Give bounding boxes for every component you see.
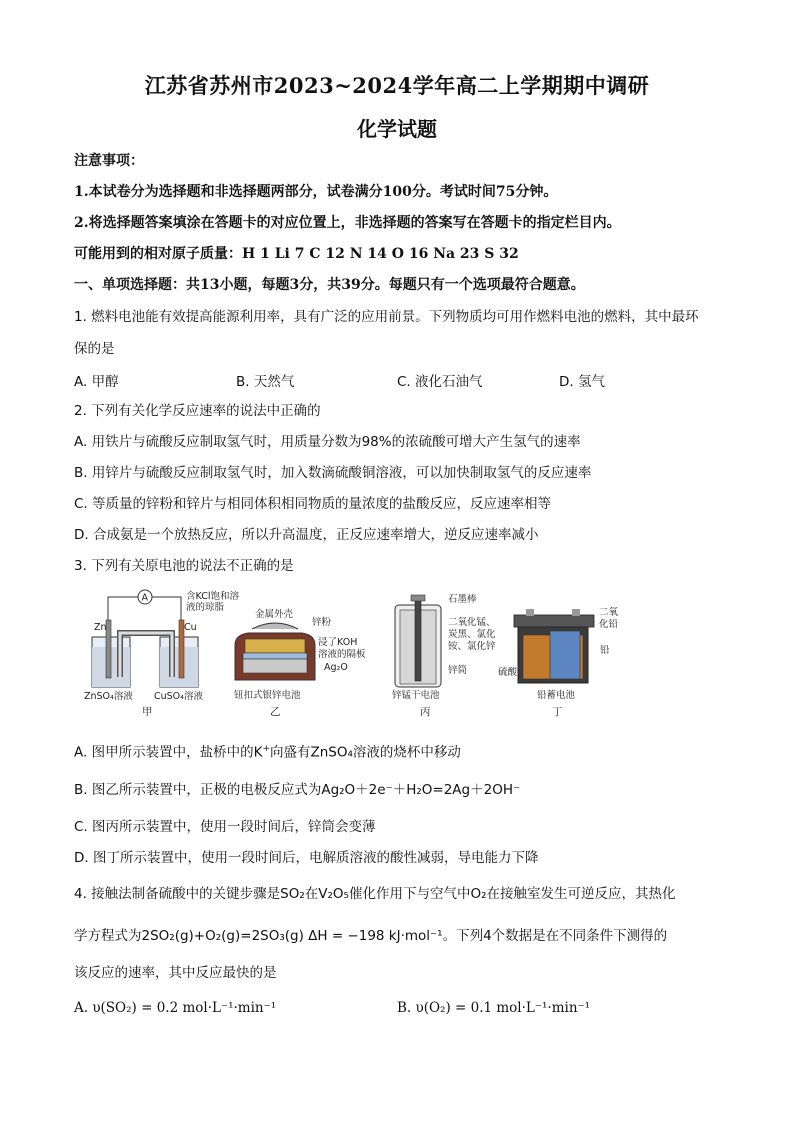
dry-cell-name: 锌锰干电池 bbox=[392, 690, 440, 701]
notice-heading: 注意事项： bbox=[74, 153, 144, 169]
section-1-heading: 一、单项选择题：共13小题，每题3分，共39分。每题只有一个选项最符合题意。 bbox=[74, 277, 585, 293]
pb-label: 铅 bbox=[600, 645, 610, 656]
q3-figure bbox=[80, 585, 640, 720]
zinc-can-label: 锌筒 bbox=[448, 665, 468, 676]
q1-stem-line-2: 保的是 bbox=[74, 341, 115, 357]
q3-option-a-post: 向盛有ZnSO₄溶液的烧杯中移动 bbox=[269, 744, 461, 761]
caption-yi: 乙 bbox=[270, 706, 281, 718]
q3-option-d: D. 图丁所示装置中，使用一段时间后，电解质溶液的酸性减弱，导电能力下降 bbox=[74, 850, 539, 866]
q2-option-b: B. 用锌片与硫酸反应制取氢气时，加入数滴硫酸铜溶液，可以加快制取氢气的反应速率 bbox=[74, 465, 592, 481]
cuso4-label: CuSO₄溶液 bbox=[154, 691, 203, 702]
ammeter-label: A bbox=[141, 592, 148, 604]
q4-option-b: B. υ(O₂) = 0.1 mol·L⁻¹·min⁻¹ bbox=[397, 1000, 591, 1016]
q4-stem-line-2: 学方程式为2SO₂(g)+O₂(g)=2SO₃(g) ΔH = −198 kJ·mol⁻¹。下列4个数据是在不同条件下测得的 bbox=[74, 928, 668, 944]
q1-option-c: C. 液化石油气 bbox=[397, 374, 483, 390]
zinc-powder-label: 锌粉 bbox=[312, 617, 332, 628]
q1-option-d: D. 氢气 bbox=[559, 374, 605, 390]
ag2o-label: Ag₂O bbox=[324, 662, 348, 673]
paste-label-2: 炭黑、氯化 bbox=[448, 629, 496, 640]
cell-ding bbox=[498, 606, 619, 718]
paste-label-1: 二氧化锰、 bbox=[448, 617, 496, 628]
znso4-label: ZnSO₄溶液 bbox=[84, 691, 133, 702]
button-cell-name: 钮扣式银锌电池 bbox=[234, 690, 301, 701]
q1-option-b: B. 天然气 bbox=[236, 374, 295, 390]
atomic-masses: 可能用到的相对原子质量：H 1 Li 7 C 12 N 14 O 16 Na 23 S 32 bbox=[74, 246, 519, 262]
cell-yi bbox=[234, 608, 366, 718]
q2-option-d: D. 合成氨是一个放热反应，所以升高温度，正反应速率增大，逆反应速率减小 bbox=[74, 527, 539, 543]
q1-stem-line-1: 1. 燃料电池能有效提高能源利用率，具有广泛的应用前景。下列物质均可用作燃料电池的燃料，其中最环 bbox=[74, 309, 699, 325]
exam-subtitle: 化学试题 bbox=[357, 117, 437, 141]
shell-label: 金属外壳 bbox=[255, 609, 294, 620]
q2-option-a: A. 用铁片与硫酸反应制取氢气时，用质量分数为98%的浓硫酸可增大产生氢气的速率 bbox=[74, 434, 581, 450]
cu-label: Cu bbox=[184, 622, 197, 633]
salt-bridge-label: 含KCl饱和溶 bbox=[186, 591, 239, 602]
q3-option-b: B. 图乙所示装置中，正极的电极反应式为Ag₂O＋2e⁻＋H₂O=2Ag＋2OH⁻ bbox=[74, 782, 521, 798]
notice-item-1: 1.本试卷分为选择题和非选择题两部分，试卷满分100分。考试时间75分钟。 bbox=[74, 184, 558, 200]
graphite-rod-label: 石墨棒 bbox=[448, 594, 477, 605]
q3-stem: 3. 下列有关原电池的说法不正确的是 bbox=[74, 558, 294, 574]
cell-jia bbox=[84, 590, 239, 718]
caption-bing: 丙 bbox=[420, 706, 431, 718]
pbo2-label-1: 二氧 bbox=[599, 607, 619, 618]
salt-bridge-label-2: 液的琼脂 bbox=[186, 602, 225, 613]
battery-diagrams bbox=[80, 585, 640, 720]
pbo2-label-2: 化铅 bbox=[599, 619, 619, 630]
acid-label: 硫酸 bbox=[498, 667, 518, 678]
q2-stem: 2. 下列有关化学反应速率的说法中正确的 bbox=[74, 403, 321, 419]
lead-acid-name: 铅蓄电池 bbox=[537, 690, 576, 701]
q3-option-a: A. 图甲所示装置中，盐桥中的K+向盛有ZnSO₄溶液的烧杯中移动 bbox=[74, 744, 461, 761]
q1-option-a: A. 甲醇 bbox=[74, 374, 119, 390]
q4-stem-line-3: 该反应的速率，其中反应最快的是 bbox=[74, 965, 277, 981]
separator-label-2: 溶液的隔板 bbox=[318, 649, 366, 660]
q4-stem-line-1: 4. 接触法制备硫酸中的关键步骤是SO₂在V₂O₅催化作用下与空气中O₂在接触室发生可逆反应，其热化 bbox=[74, 886, 676, 902]
paste-label-3: 铵、氯化锌 bbox=[448, 641, 496, 652]
q4-option-a: A. υ(SO₂) = 0.2 mol·L⁻¹·min⁻¹ bbox=[74, 1000, 277, 1016]
caption-ding: 丁 bbox=[552, 706, 563, 718]
q3-option-c: C. 图丙所示装置中，使用一段时间后，锌筒会变薄 bbox=[74, 819, 376, 835]
zn-label: Zn bbox=[94, 622, 107, 633]
separator-label-1: 浸了KOH bbox=[318, 637, 358, 648]
exam-title: 江苏省苏州市2023~2024学年高二上学期期中调研 bbox=[144, 73, 650, 98]
caption-jia: 甲 bbox=[142, 706, 153, 718]
q2-option-c: C. 等质量的锌粉和锌片与相同体积相同物质的量浓度的盐酸反应，反应速率相等 bbox=[74, 496, 552, 512]
cell-bing bbox=[392, 593, 496, 718]
q3-option-a-pre: A. 图甲所示装置中，盐桥中的K bbox=[74, 744, 263, 761]
notice-item-2: 2.将选择题答案填涂在答题卡的对应位置上，非选择题的答案写在答题卡的指定栏目内。 bbox=[74, 215, 621, 231]
